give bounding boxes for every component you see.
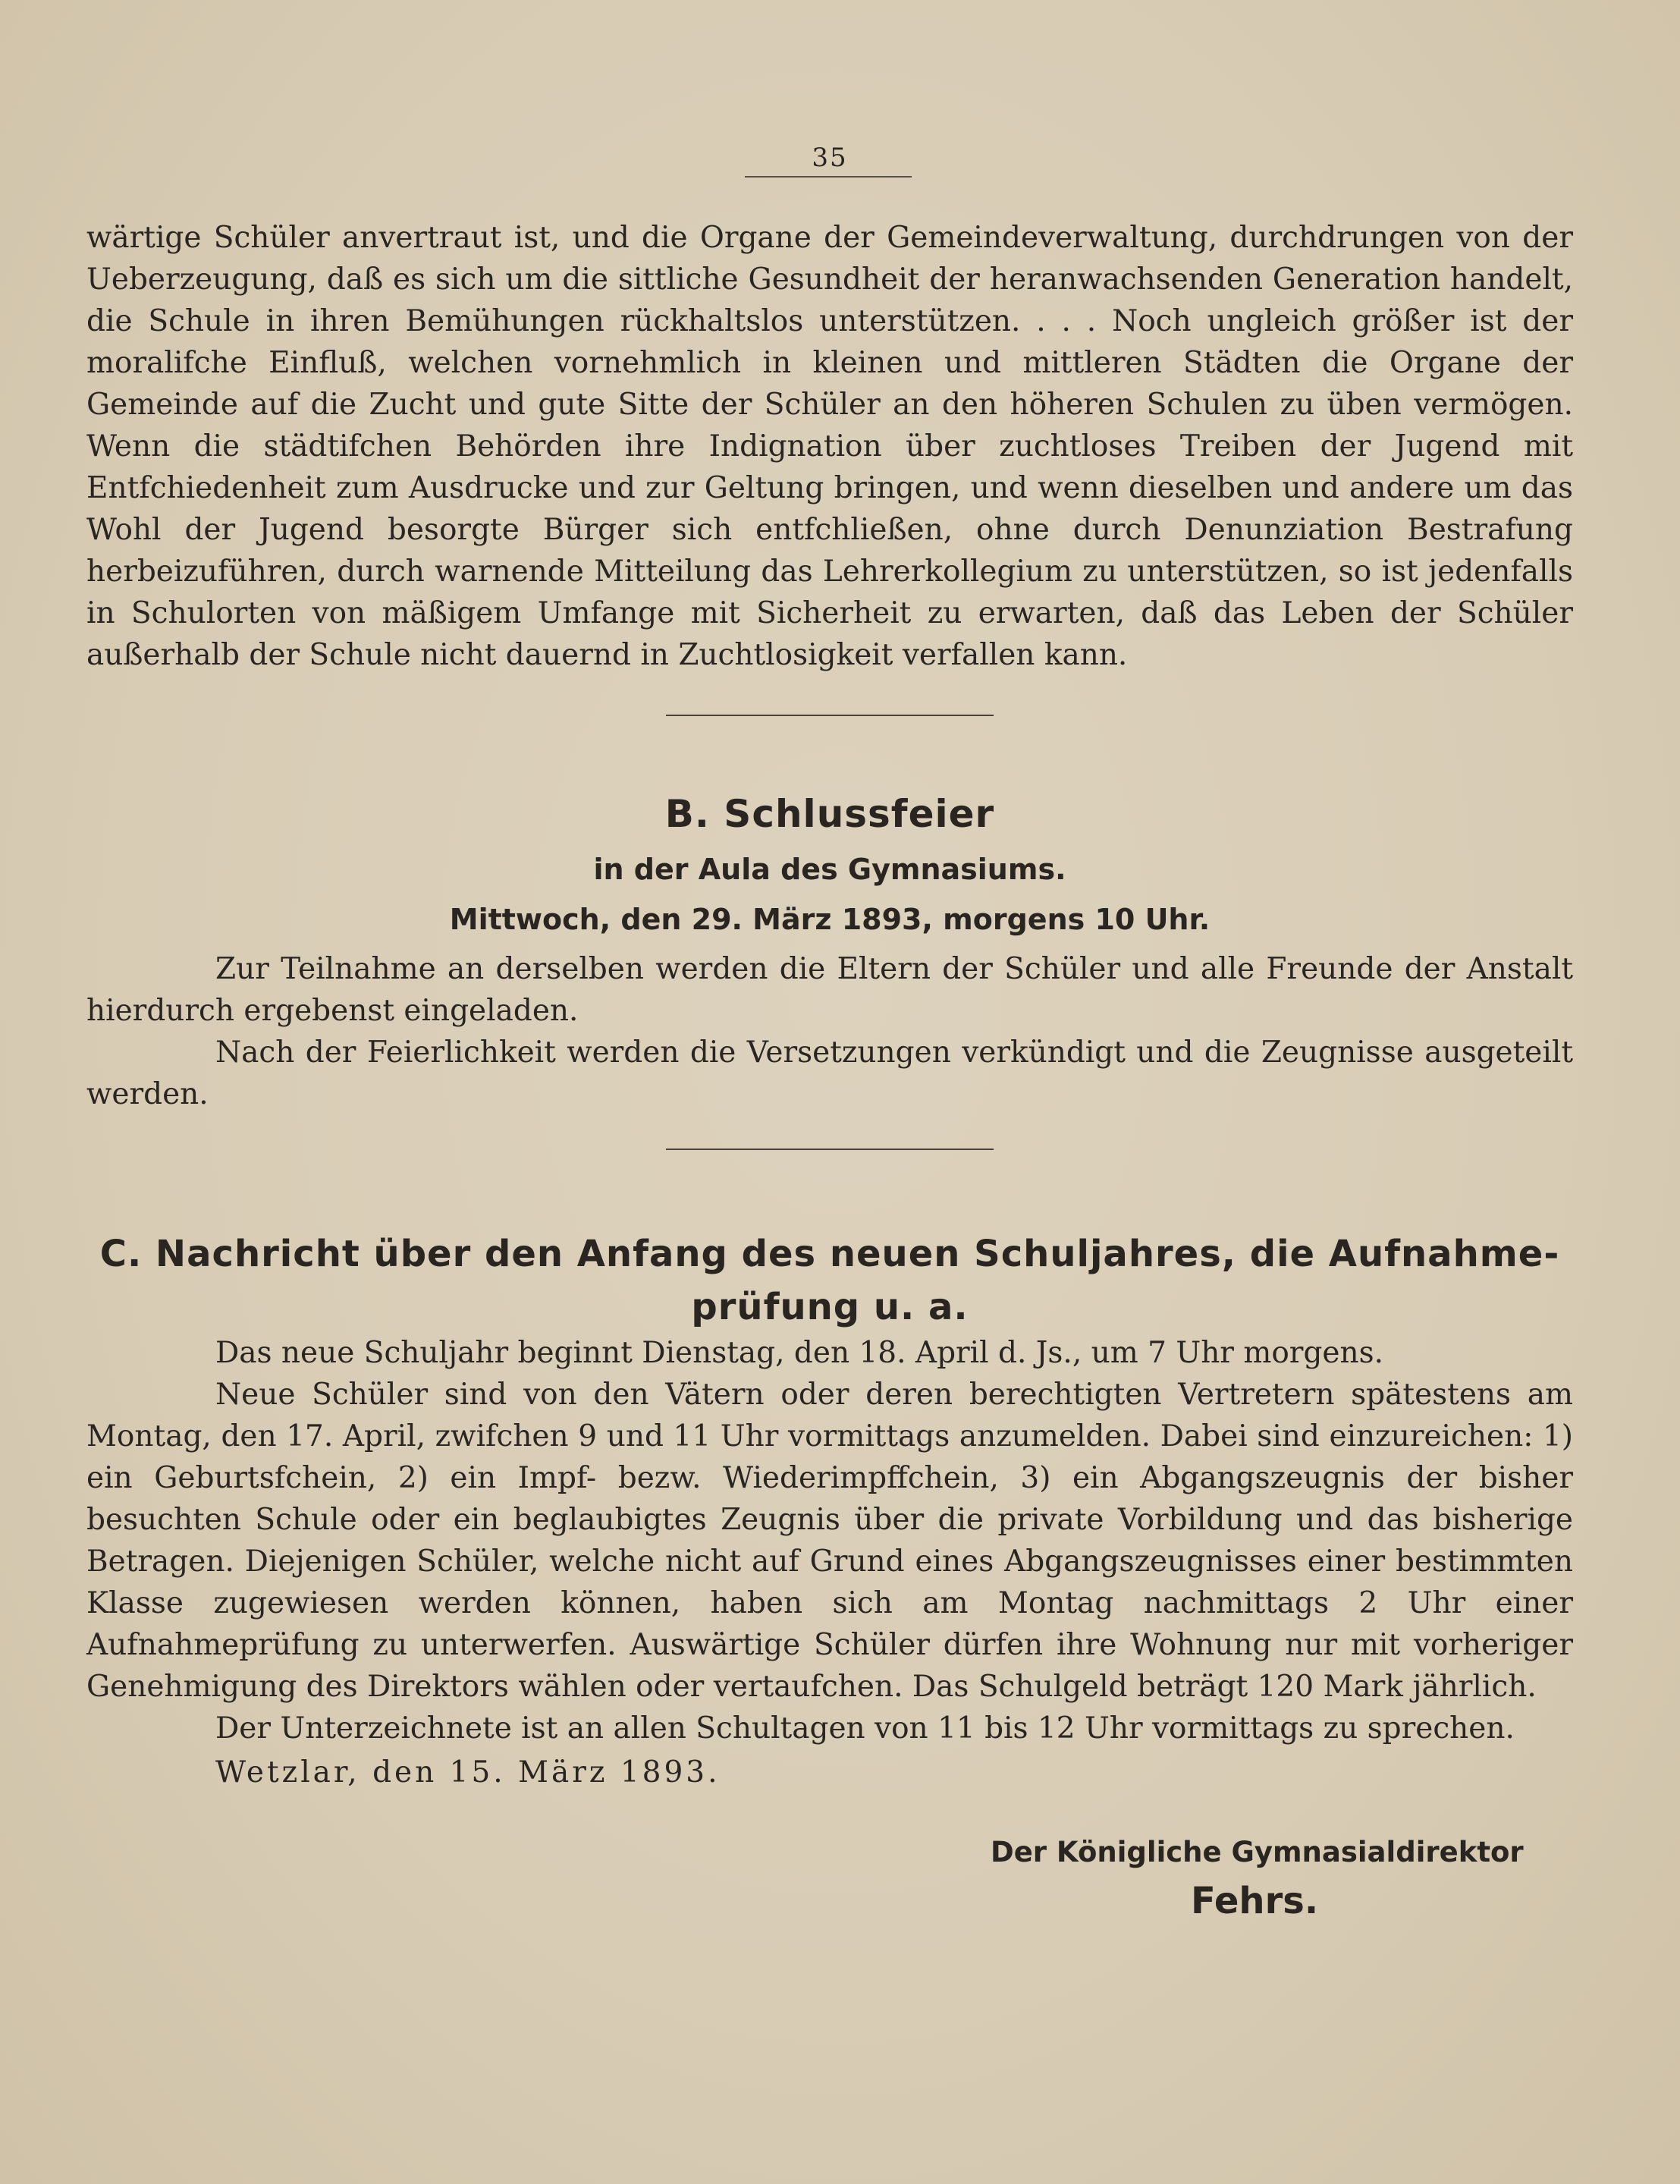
section-c-text [86, 1332, 1573, 1749]
page-number-rule [745, 176, 912, 178]
section-c-paragraph: Neue Schüler sind von den Vätern oder deren berechtigten Vertretern spätestens am Montag, den 17. April, zwifchen 9 und 11 Uhr vormittags anzumelden. Dabei sind einzureichen: 1) ein Geburtsfchein, 2) ein Impf- bezw. Wiederimpffchein, 3) ein Abgangszeugnis der bisher besuchten Schule oder ein beglaubigtes Zeugnis über die private Vorbildung und das bisherige Betragen. Diejenigen Schüler, welche nicht auf Grund eines Abgangszeugnisses einer bestimmten Klasse zugewiesen werden können, haben sich am Montag nachmittags 2 Uhr einer Aufnahmeprüfung zu unterwerfen. Auswärtige Schüler dürfen ihre Wohnung nur mit vorheriger Genehmigung des Direktors wählen oder vertaufchen. Das Schulgeld beträgt 120 Mark jährlich. [86, 1378, 1573, 1704]
section-b-date: Mittwoch, den 29. März 1893, morgens 10 Uhr. [449, 903, 1211, 936]
section-c-paragraph: Der Unterzeichnete ist an allen Schultagen von 11 bis 12 Uhr vormittags zu sprechen. [215, 1711, 1515, 1746]
signer-name: Fehrs. [1191, 1880, 1319, 1922]
section-b-paragraph: Nach der Feierlichkeit werden die Versetzungen verkündigt und die Zeugnisse ausgeteilt werden. [86, 1035, 1573, 1111]
section-a-text [86, 217, 1573, 676]
section-a-paragraph: wärtige Schüler anvertraut ist, und die Organe der Gemeindeverwaltung, durchdrungen von der Ueberzeugung, daß es sich um die sittliche Gesundheit der heranwachsenden Generation handelt, die Schule in ihren Bemühungen rückhaltslos unterstützen. . . . Noch ungleich größer ist der moralifche Einfluß, welchen vornehmlich in kleinen und mittleren Städten die Organe der Gemeinde auf die Zucht und gute Sitte der Schüler an den höheren Schulen zu üben vermögen. Wenn die städtifchen Behörden ihre Indignation über zuchtloses Treiben der Jugend mit Entfchiedenheit zum Ausdrucke und zur Geltung bringen, und wenn dieselben und andere um das Wohl der Jugend besorgte Bürger sich entfchließen, ohne durch Denunziation Bestrafung herbeizuführen, durch warnende Mitteilung das Lehrerkollegium zu unterstützen, so ist jedenfalls in Schulorten von mäßigem Umfange mit Sicherheit zu erwarten, daß das Leben der Schüler außerhalb der Schule nicht dauernd in Zuchtlosigkeit verfallen kann. [86, 221, 1573, 672]
signer-title: Der Königliche Gymnasialdirektor [991, 1836, 1524, 1868]
section-c-paragraph: Das neue Schuljahr beginnt Dienstag, den 18. April d. Js., um 7 Uhr morgens. [215, 1336, 1384, 1370]
section-c-heading [86, 1227, 1573, 1334]
section-b-heading: B. Schlussfeier [664, 792, 995, 836]
section-b-subheading: in der Aula des Gymnasiums. [593, 853, 1066, 886]
section-b-paragraph: Zur Teilnahme an derselben werden die Eltern der Schüler und alle Freunde der Anstalt hierdurch ergebenst eingeladen. [86, 952, 1573, 1028]
section-divider [666, 1149, 994, 1150]
section-b-text [86, 948, 1573, 1115]
section-divider [666, 715, 994, 716]
place-date: Wetzlar, den 15. März 1893. [215, 1755, 721, 1790]
section-c-heading-line: prüfung u. a. [691, 1286, 969, 1328]
section-c-heading-line: C. Nachricht über den Anfang des neuen Schuljahres, die Aufnahme- [99, 1233, 1560, 1275]
page-number: 35 [812, 143, 848, 173]
